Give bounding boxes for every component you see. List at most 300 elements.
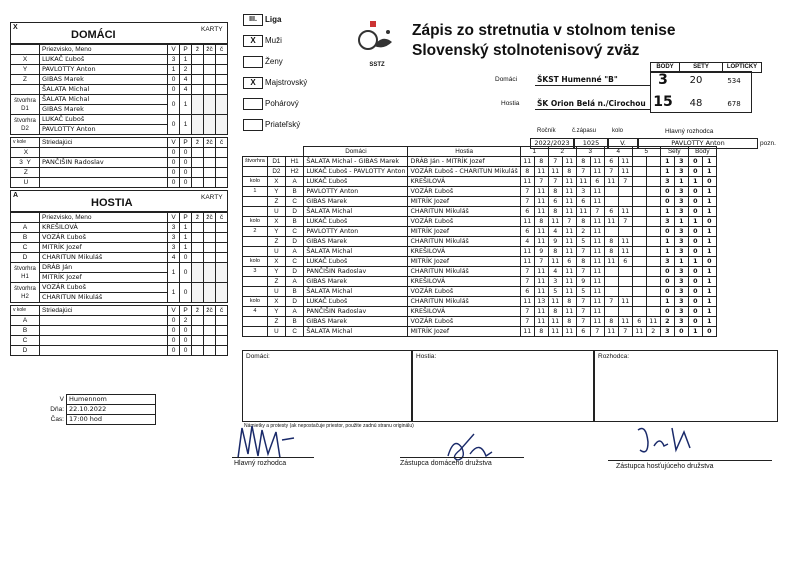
- match-cell: 0: [688, 157, 702, 167]
- match-cell: 6: [576, 327, 590, 337]
- home-player-cell: LUKAČ Ľuboš - PAVLOTTY Anton: [304, 167, 408, 177]
- match-cell: [243, 277, 268, 287]
- match-cell: X: [267, 177, 285, 187]
- match-cell: 11: [548, 297, 562, 307]
- notes-hostia[interactable]: Hostia:: [412, 350, 594, 422]
- guest-player-cell: MITRÍK Jozef: [408, 227, 520, 237]
- match-cell: 11: [534, 317, 548, 327]
- match-cell: 11: [590, 287, 604, 297]
- place-date: V Humennom Dňa: 22.10.2022 Čas: 17:00 hod: [36, 394, 156, 425]
- guest-player-cell: DRÁB Ján - MITRÍK Jozef: [408, 157, 520, 167]
- match-cell: 4: [520, 237, 534, 247]
- referee-sign-label: Hlavný rozhodca: [234, 460, 287, 467]
- home-player-cell: PAVLOTTY Anton: [304, 227, 408, 237]
- match-cell: 2: [660, 317, 674, 327]
- match-cell: [618, 187, 632, 197]
- match-cell: 8: [604, 237, 618, 247]
- match-cell: 1: [702, 247, 716, 257]
- match-cell: [604, 197, 618, 207]
- match-cell: 7: [590, 327, 604, 337]
- match-cell: [646, 157, 660, 167]
- home-title: DOMÁCI: [71, 29, 116, 41]
- match-cell: U: [267, 327, 285, 337]
- match-cell: [632, 227, 646, 237]
- match-cell: 3: [674, 207, 688, 217]
- match-cell: [646, 307, 660, 317]
- match-cell: 7: [520, 317, 534, 327]
- match-cell: 11: [534, 237, 548, 247]
- match-cell: 0: [688, 307, 702, 317]
- match-cell: 0: [702, 217, 716, 227]
- match-cell: U: [267, 247, 285, 257]
- match-cell: 7: [604, 297, 618, 307]
- match-cell: [243, 167, 268, 177]
- match-cell: B: [285, 187, 304, 197]
- guest-row: D CHARITUN Mikuláš 4 0: [11, 253, 228, 263]
- match-cell: [604, 267, 618, 277]
- home-player-table: Priezvisko, Meno V P ž žč č X LUKAČ Ľuboš 3 1 Y PAVLOTTY Anton 1 2 Z GIBAS Marek 0 4 ŠALATA Michal 0 4 štvorhra D1 ŠALATA Michal 0 1 GIBAS Marek štvorhra D2 LUKAČ Ľuboš 0 1 PAVLOTTY Anton: [10, 44, 228, 135]
- home-sub-row: Z 0 0: [11, 168, 228, 178]
- guest-player-cell: VOZÁR Ľuboš - CHARITUN Mikuláš: [408, 167, 520, 177]
- match-cell: 11: [632, 327, 646, 337]
- match-cell: 11: [590, 247, 604, 257]
- match-cell: Z: [267, 277, 285, 287]
- match-cell: 11: [562, 227, 576, 237]
- guest-body: 15: [653, 94, 673, 110]
- match-cell: 1: [702, 167, 716, 177]
- match-cell: [243, 327, 268, 337]
- guest-row: C MITRÍK Jozef 3 1: [11, 243, 228, 253]
- match-row: [243, 297, 717, 307]
- match-cell: 8: [534, 157, 548, 167]
- home-double: štvorhra D2 LUKAČ Ľuboš 0 1: [11, 115, 228, 125]
- match-cell: 11: [534, 197, 548, 207]
- match-cell: 0: [660, 307, 674, 317]
- guest-sub-row: D 0 0: [11, 346, 228, 356]
- match-cell: 13: [534, 297, 548, 307]
- match-cell: 7: [590, 207, 604, 217]
- guest-corner: A: [13, 192, 19, 199]
- match-cell: D1: [267, 157, 285, 167]
- guest-sub-row: C 0 0: [11, 336, 228, 346]
- match-cell: 11: [590, 227, 604, 237]
- match-cell: 9: [576, 277, 590, 287]
- match-cell: B: [285, 317, 304, 327]
- home-panel: [10, 22, 228, 188]
- match-cell: Z: [267, 237, 285, 247]
- guest-panel: [10, 190, 228, 356]
- home-player-cell: ŠALATA Michal: [304, 207, 408, 217]
- match-cell: 7: [576, 317, 590, 327]
- match-cell: 11: [520, 157, 534, 167]
- match-cell: [618, 267, 632, 277]
- match-cell: 1: [702, 287, 716, 297]
- match-cell: Y: [267, 307, 285, 317]
- match-cell: 8: [534, 217, 548, 227]
- guest-double: štvorhra H2 VOZÁR Ľuboš 1 0: [11, 283, 228, 293]
- guest-player-cell: KREŠILOVÁ: [408, 307, 520, 317]
- match-cell: 1: [660, 207, 674, 217]
- match-cell: 7: [618, 177, 632, 187]
- match-cell: 0: [660, 227, 674, 237]
- home-sub-row: X 0 0: [11, 148, 228, 158]
- match-cell: D: [285, 297, 304, 307]
- match-cell: 11: [562, 157, 576, 167]
- match-cell: 3: [674, 267, 688, 277]
- match-cell: 11: [618, 247, 632, 257]
- match-cell: 6: [576, 197, 590, 207]
- match-cell: 0: [688, 317, 702, 327]
- match-cell: D2: [267, 167, 285, 177]
- guest-sub-row: B 0 0: [11, 326, 228, 336]
- match-cell: 11: [562, 267, 576, 277]
- category-liga[interactable]: III. Liga: [243, 14, 363, 35]
- match-cell: 11: [520, 247, 534, 257]
- match-cell: [646, 237, 660, 247]
- match-cell: 11: [590, 157, 604, 167]
- match-cell: B: [285, 217, 304, 227]
- rocnik-value: 2022/2023: [530, 138, 574, 149]
- guest-player-cell: MITRÍK Jozef: [408, 327, 520, 337]
- match-cell: 8: [534, 327, 548, 337]
- match-cell: 8: [576, 217, 590, 227]
- match-cell: X: [267, 297, 285, 307]
- match-cell: 11: [534, 307, 548, 317]
- match-cell: [604, 277, 618, 287]
- match-cell: D: [285, 207, 304, 217]
- match-cell: 1: [702, 267, 716, 277]
- match-row: [243, 327, 717, 337]
- match-cell: 11: [590, 197, 604, 207]
- guest-row: B VOZÁR Ľuboš 3 1: [11, 233, 228, 243]
- match-cell: 8: [604, 247, 618, 257]
- match-cell: 0: [688, 227, 702, 237]
- match-cell: C: [285, 257, 304, 267]
- match-cell: 1: [674, 177, 688, 187]
- match-cell: [632, 197, 646, 207]
- match-row: [243, 167, 717, 177]
- match-cell: 0: [688, 237, 702, 247]
- home-player-cell: LUKAČ Ľuboš: [304, 297, 408, 307]
- home-sub-row: 3 Y PANČIŠIN Radoslav 0 0: [11, 158, 228, 168]
- match-cell: [243, 317, 268, 327]
- home-player-cell: ŠALATA Michal: [304, 247, 408, 257]
- match-cell: 0: [688, 207, 702, 217]
- match-cell: [632, 307, 646, 317]
- home-player-cell: PAVLOTTY Anton: [304, 187, 408, 197]
- match-cell: 6: [632, 317, 646, 327]
- match-cell: [243, 247, 268, 257]
- notes-domaci[interactable]: Domáci:: [242, 350, 412, 422]
- match-cell: [604, 287, 618, 297]
- match-cell: 0: [674, 327, 688, 337]
- match-cell: 0: [688, 267, 702, 277]
- match-cell: 0: [702, 257, 716, 267]
- match-cell: 7: [604, 167, 618, 177]
- match-cell: [646, 247, 660, 257]
- category-muzi[interactable]: X Muži: [243, 35, 363, 56]
- kolo-value: V.: [608, 138, 638, 149]
- guest-player-cell: CHARITUN Mikuláš: [408, 207, 520, 217]
- match-cell: 11: [646, 317, 660, 327]
- home-corner: X: [13, 24, 18, 31]
- match-cell: 7: [576, 307, 590, 317]
- home-row: Y PAVLOTTY Anton 1 2: [11, 65, 228, 75]
- match-cell: Z: [267, 197, 285, 207]
- match-cell: 11: [548, 257, 562, 267]
- match-cell: 11: [604, 327, 618, 337]
- match-cell: 11: [534, 187, 548, 197]
- home-karty-label: KARTY: [201, 26, 223, 33]
- match-cell: 7: [520, 267, 534, 277]
- protest-note: Námietky a protesty (ak nepostačuje priestor, použite zadnú stranu originálu): [244, 423, 414, 429]
- match-cell: 8: [520, 167, 534, 177]
- match-cell: Y: [267, 187, 285, 197]
- match-cell: 3: [674, 297, 688, 307]
- match-cell: 2: [243, 227, 268, 237]
- match-cell: 1: [660, 297, 674, 307]
- match-cell: 8: [576, 157, 590, 167]
- match-cell: 3: [660, 177, 674, 187]
- match-cell: 11: [548, 167, 562, 177]
- match-cell: Z: [267, 317, 285, 327]
- match-cell: [646, 277, 660, 287]
- match-cell: [632, 187, 646, 197]
- home-player-cell: LUKAČ Ľuboš: [304, 177, 408, 187]
- category-majstrovsky[interactable]: X Majstrovský: [243, 77, 363, 98]
- category-priatelsky[interactable]: Priateľský: [243, 119, 363, 140]
- match-cell: 1: [702, 317, 716, 327]
- match-cell: 11: [576, 207, 590, 217]
- match-cell: 11: [562, 247, 576, 257]
- match-cell: 11: [562, 327, 576, 337]
- home-player-cell: ŠALATA Michal: [304, 327, 408, 337]
- guest-double: štvorhra H1 DRÁB Ján 1 0: [11, 263, 228, 273]
- match-cell: 11: [590, 237, 604, 247]
- match-cell: 5: [576, 287, 590, 297]
- match-cell: 1: [702, 197, 716, 207]
- match-row: [243, 317, 717, 327]
- match-cell: 1: [702, 227, 716, 237]
- match-cell: D: [285, 267, 304, 277]
- home-double: štvorhra D1 ŠALATA Michal 0 1: [11, 95, 228, 105]
- category-list: [243, 14, 363, 140]
- home-player-cell: ŠALATA Michal - GIBAS Marek: [304, 157, 408, 167]
- match-cell: C: [285, 227, 304, 237]
- match-cell: [604, 307, 618, 317]
- guest-player-cell: VOZÁR Ľuboš: [408, 217, 520, 227]
- category-poharovy[interactable]: Pohárový: [243, 98, 363, 119]
- match-cell: 3: [674, 277, 688, 287]
- match-cell: 1: [688, 257, 702, 267]
- match-cell: 8: [576, 257, 590, 267]
- match-cell: 0: [660, 187, 674, 197]
- match-cell: 0: [660, 277, 674, 287]
- match-cell: U: [267, 287, 285, 297]
- match-cell: [632, 207, 646, 217]
- match-cell: U: [267, 207, 285, 217]
- guest-title: HOSTIA: [91, 197, 133, 209]
- match-cell: 5: [576, 237, 590, 247]
- match-cell: 7: [548, 157, 562, 167]
- match-cell: 11: [548, 327, 562, 337]
- match-cell: 0: [660, 197, 674, 207]
- home-sub-table: v kole Striedajúci V P ž žč č X 0 0 3 Y PANČIŠIN Radoslav 0 0 Z 0 0 U 0 0: [10, 137, 228, 188]
- match-cell: 0: [702, 177, 716, 187]
- match-cell: 1: [660, 247, 674, 257]
- guest-player-cell: VOZÁR Ľuboš: [408, 187, 520, 197]
- match-cell: 0: [688, 287, 702, 297]
- zapas-value: 1025: [574, 138, 608, 149]
- match-cell: [243, 287, 268, 297]
- match-cell: 11: [562, 237, 576, 247]
- guest-team: ŠK Orion Belá n./Cirochou: [537, 99, 646, 108]
- match-cell: X: [267, 217, 285, 227]
- match-row: [243, 157, 717, 167]
- match-row: [243, 187, 717, 197]
- match-cell: 11: [534, 287, 548, 297]
- home-team: ŠKST Humenné "B": [537, 75, 618, 84]
- match-cell: 8: [604, 317, 618, 327]
- match-cell: 7: [534, 257, 548, 267]
- match-cell: 11: [534, 277, 548, 287]
- match-cell: 3: [660, 217, 674, 227]
- match-cell: A: [285, 277, 304, 287]
- match-cell: 11: [604, 257, 618, 267]
- home-lopticky: 534: [727, 77, 741, 85]
- match-cell: [632, 257, 646, 267]
- match-cell: 11: [548, 217, 562, 227]
- match-cell: 11: [590, 167, 604, 177]
- match-cell: [243, 207, 268, 217]
- match-cell: 11: [590, 307, 604, 317]
- match-cell: [632, 217, 646, 227]
- match-cell: 11: [548, 317, 562, 327]
- match-cell: 2: [576, 227, 590, 237]
- match-cell: 11: [534, 207, 548, 217]
- home-player-cell: LUKAČ Ľuboš: [304, 217, 408, 227]
- match-cell: 0: [660, 287, 674, 297]
- match-cell: 7: [576, 247, 590, 257]
- match-cell: 11: [618, 157, 632, 167]
- match-cell: 11: [562, 197, 576, 207]
- match-cell: 3: [674, 247, 688, 257]
- match-cell: 1: [702, 297, 716, 307]
- match-cell: [646, 177, 660, 187]
- guest-player-cell: VOZÁR Ľuboš: [408, 317, 520, 327]
- match-cell: [243, 237, 268, 247]
- match-cell: 6: [520, 207, 534, 217]
- match-cell: 6: [520, 287, 534, 297]
- match-cell: 7: [520, 197, 534, 207]
- match-row: [243, 287, 717, 297]
- match-cell: 11: [576, 177, 590, 187]
- guest-player-cell: MITRÍK Jozef: [408, 197, 520, 207]
- home-player-cell: LUKAČ Ľuboš: [304, 257, 408, 267]
- match-cell: 8: [548, 187, 562, 197]
- match-cell: [646, 227, 660, 237]
- match-cell: B: [285, 287, 304, 297]
- match-cell: 11: [562, 187, 576, 197]
- document-subtitle: Slovenský stolnotenisový zväz: [412, 42, 640, 59]
- match-cell: kolo: [243, 177, 268, 187]
- match-cell: 11: [520, 257, 534, 267]
- match-cell: 1: [674, 217, 688, 227]
- match-cell: [604, 227, 618, 237]
- match-cell: 6: [562, 257, 576, 267]
- match-cell: 7: [520, 307, 534, 317]
- match-cell: kolo: [243, 217, 268, 227]
- match-cell: 0: [702, 327, 716, 337]
- match-cell: 11: [520, 327, 534, 337]
- match-cell: 7: [520, 277, 534, 287]
- guest-rep-sign-label: Zástupca hosťujúceho družstva: [616, 463, 714, 470]
- match-cell: 0: [688, 187, 702, 197]
- home-player-cell: GIBAS Marek: [304, 197, 408, 207]
- sstz-logo: SSTZ: [352, 20, 402, 68]
- guest-player-cell: CHARITUN Mikuláš: [408, 297, 520, 307]
- match-cell: 3: [660, 257, 674, 267]
- match-cell: 11: [562, 287, 576, 297]
- match-row: [243, 197, 717, 207]
- match-cell: 1: [702, 307, 716, 317]
- match-cell: 2: [646, 327, 660, 337]
- match-cell: 4: [548, 267, 562, 277]
- match-cell: X: [267, 257, 285, 267]
- match-cell: 11: [520, 177, 534, 187]
- home-player-cell: PANČIŠIN Radoslav: [304, 267, 408, 277]
- match-cell: 3: [674, 167, 688, 177]
- category-zeny[interactable]: Ženy: [243, 56, 363, 77]
- match-cell: 1: [702, 157, 716, 167]
- notes-rozhodca[interactable]: Rozhodca:: [594, 350, 778, 422]
- home-name-header: Priezvisko, Meno: [40, 45, 168, 55]
- guest-player-cell: CHARITUN Mikuláš: [408, 237, 520, 247]
- match-cell: 1: [688, 217, 702, 227]
- match-cell: 4: [243, 307, 268, 317]
- guest-player-cell: CHARITUN Mikuláš: [408, 267, 520, 277]
- match-cell: [632, 287, 646, 297]
- match-cell: 6: [604, 207, 618, 217]
- match-cell: [632, 247, 646, 257]
- match-row: [243, 307, 717, 317]
- match-cell: 0: [688, 197, 702, 207]
- match-cell: kolo: [243, 257, 268, 267]
- match-cell: 9: [548, 237, 562, 247]
- match-cell: 6: [590, 177, 604, 187]
- match-cell: [646, 197, 660, 207]
- match-cell: 6: [520, 227, 534, 237]
- match-cell: [632, 177, 646, 187]
- home-row: ŠALATA Michal 0 4: [11, 85, 228, 95]
- match-row: [243, 177, 717, 187]
- match-cell: [604, 187, 618, 197]
- match-cell: [646, 167, 660, 177]
- match-cell: [646, 187, 660, 197]
- match-cell: 1: [702, 207, 716, 217]
- match-cell: 3: [674, 227, 688, 237]
- match-cell: [618, 287, 632, 297]
- home-sub-row: U 0 0: [11, 178, 228, 188]
- match-cell: [632, 167, 646, 177]
- match-cell: 1: [688, 177, 702, 187]
- home-player-cell: PANČIŠIN Radoslav: [304, 307, 408, 317]
- match-row: [243, 257, 717, 267]
- match-cell: 1: [660, 167, 674, 177]
- home-player-cell: GIBAS Marek: [304, 317, 408, 327]
- match-row: [243, 267, 717, 277]
- match-cell: 8: [548, 307, 562, 317]
